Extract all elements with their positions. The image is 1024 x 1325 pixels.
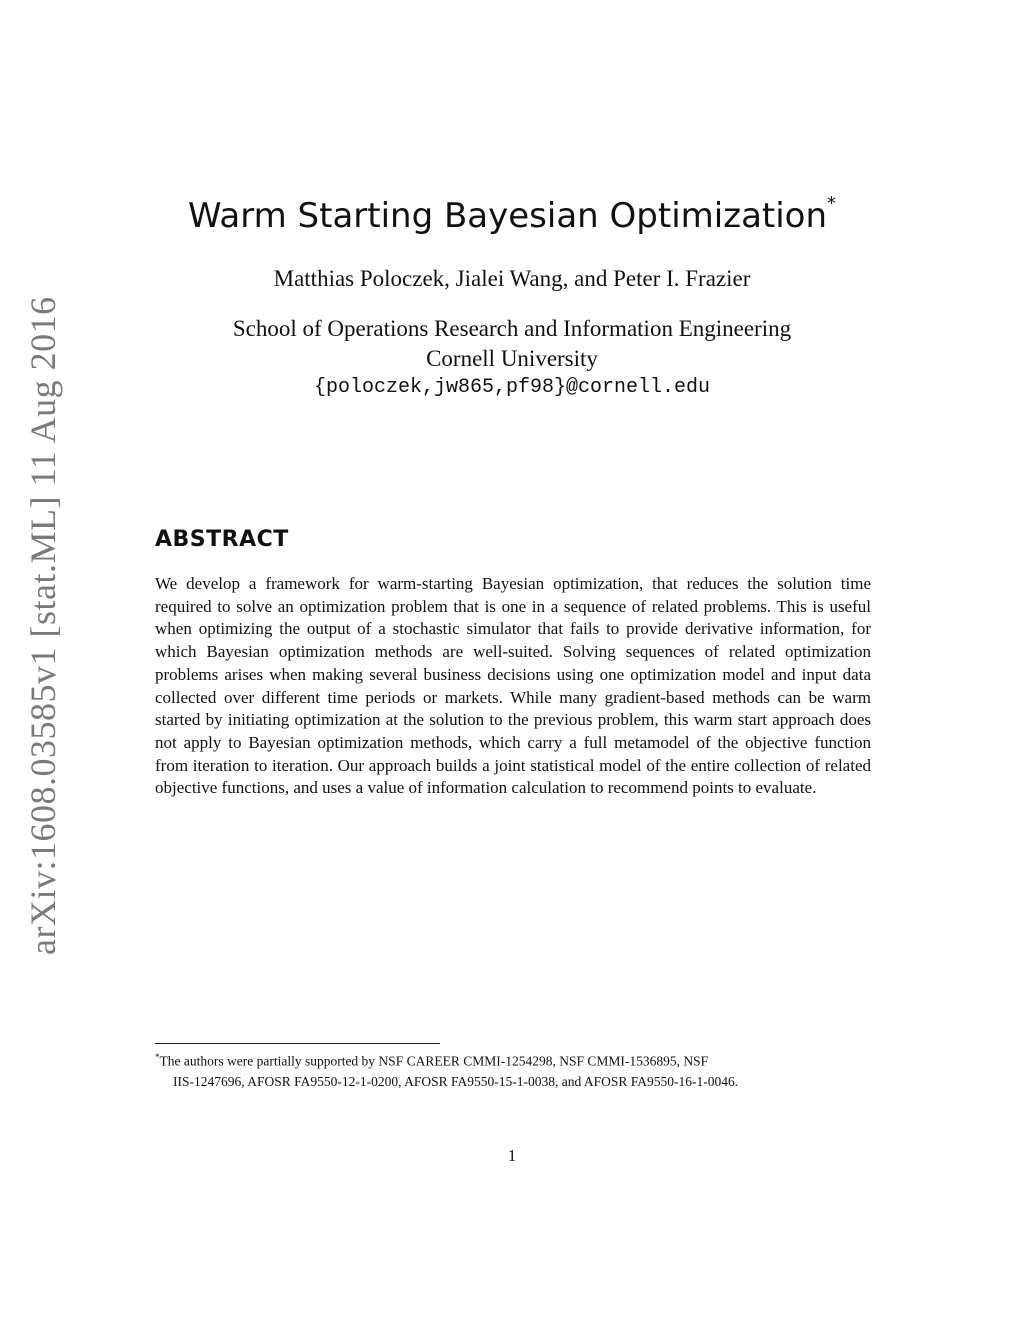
footnote-line-2: IIS-1247696, AFOSR FA9550-12-1-0200, AFOSR FA9550-15-1-0038, and AFOSR FA9550-16-1-0046. <box>173 1073 739 1089</box>
footnote-marker: * <box>155 1052 160 1062</box>
affiliation-school: School of Operations Research and Information Engineering <box>232 316 792 341</box>
arxiv-stamp: arXiv:1608.03585v1 [stat.ML] 11 Aug 2016 <box>23 296 63 955</box>
paper-title-text: Warm Starting Bayesian Optimization <box>187 196 828 236</box>
footnote-line-1: The authors were partially supported by NSF CAREER CMMI-1254298, NSF CMMI-1536895, NSF <box>159 1053 709 1069</box>
abstract-heading: ABSTRACT <box>155 527 289 552</box>
affiliation-university: Cornell University <box>426 346 598 371</box>
footnote-divider <box>155 1043 440 1044</box>
paper-title <box>0 192 1024 236</box>
page-number: 1 <box>507 1146 517 1165</box>
footnote <box>155 1047 871 1092</box>
abstract-text: We develop a framework for warm-starting Bayesian optimization, that reduces the solution time required to solve an optimization problem that is one in a sequence of related problems. This is useful when optimizing the output of a stochastic simulator that fails to provide derivative information, for which Bayesian optimization methods are well-suited. Solving sequences of related optimization problems arises when making several business decisions using one optimization model and input data collected over different time periods or markets. While many gradient-based methods can be warm started by initiating optimization at the solution to the previous problem, this warm start approach does not apply to Bayesian optimization methods, which carry a full metamodel of the objective function from iteration to iteration. Our approach builds a joint statistical model of the entire collection of related objective functions, and uses a value of information calculation to recommend points to evaluate. <box>155 574 871 798</box>
title-footnote-marker[interactable]: * <box>827 192 837 214</box>
author-list: Matthias Poloczek, Jialei Wang, and Peter I. Frazier <box>273 266 751 291</box>
author-email[interactable]: {poloczek,jw865,pf98}@cornell.edu <box>313 376 711 399</box>
affiliation <box>0 314 1024 374</box>
